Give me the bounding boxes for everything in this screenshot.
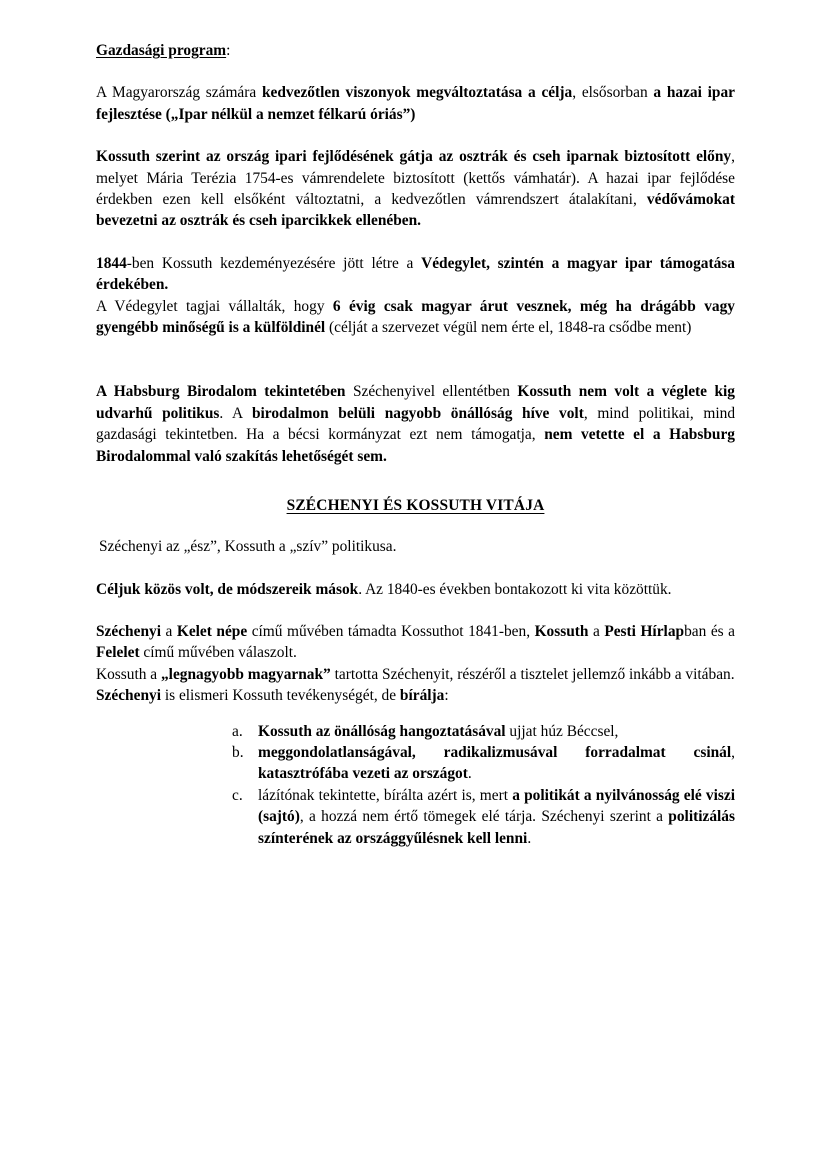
bold-run: védővámokat bevezetni az osztrák és cseh iparcikkek ellenében. — [96, 191, 735, 230]
spacer — [96, 232, 735, 253]
paragraph-magyarorszag-celja — [96, 82, 735, 125]
list-item-text — [258, 787, 735, 847]
spacer — [96, 707, 735, 721]
bold-run: a hazai ipar fejlesztése („Ipar nélkül a nemzet félkarú óriás”) — [96, 84, 736, 123]
bold-run: Széchenyi — [96, 622, 161, 640]
text-run: , mind politikai, mind gazdasági tekintetben. Ha a bécsi kormányzat ezt nem támogatja, — [96, 404, 736, 444]
bold-run: bírálja — [399, 687, 445, 705]
text-run: a — [160, 622, 177, 640]
text-run: Széchenyi az „ész”, Kossuth a „szív” politikusa. — [99, 538, 397, 556]
text-run: (célját a szervezet végül nem érte el, 1848-ra csődbe ment) — [325, 319, 692, 337]
bold-run: Kossuth szerint az ország ipari fejlődésének gátja az osztrák és cseh iparnak biztosított előny — [96, 148, 732, 166]
section-heading-colon: : — [226, 42, 231, 59]
section-heading-text: Gazdasági program — [96, 42, 227, 59]
text-run: . — [527, 829, 532, 847]
paragraph-legnagyobb-magyar — [96, 664, 735, 685]
list-item-text — [258, 744, 735, 782]
bold-run: Széchenyi — [96, 687, 161, 705]
text-run: Széchenyivel ellentétben — [345, 383, 518, 401]
criticism-list — [96, 721, 735, 849]
text-run: A Védegylet tagjai vállalták, hogy — [96, 297, 333, 315]
list-item-marker: a. — [232, 722, 243, 740]
paragraph-esz-sziv — [96, 536, 735, 557]
paragraph-vedegylet-tagjai — [96, 296, 735, 339]
paragraph-kossuth-ipari-fejlodes — [96, 146, 735, 232]
bold-run: meggondolatlanságával, radikalizmusával forradalmat csinál — [258, 743, 732, 761]
list-item-marker: c. — [232, 786, 243, 804]
list-item-text — [258, 723, 618, 740]
bold-run: birodalmon belüli nagyobb önállóság híve volt — [251, 404, 584, 422]
text-run: a — [588, 622, 605, 640]
list-item-marker: b. — [232, 743, 244, 761]
spacer — [96, 467, 735, 497]
bold-run: 1844 — [96, 254, 127, 272]
paragraph-kelet-nepe-vita — [96, 621, 735, 664]
paragraph-vedegylet-1844 — [96, 253, 735, 296]
bold-run: politizálás színterének az országgyűlésnek kell lenni — [258, 808, 735, 847]
bold-run: Kossuth — [534, 622, 589, 640]
bold-run: Kossuth az önállóság hangoztatásával — [258, 722, 506, 740]
list-item — [232, 721, 735, 742]
bold-run: katasztrófába vezeti az országot — [258, 765, 468, 783]
spacer — [96, 61, 735, 82]
bold-run: Kelet népe — [176, 622, 248, 640]
text-run: című művében támadta Kossuthot 1841-ben, — [247, 622, 535, 640]
text-run: tartotta Széchenyit, részéről a tisztelet jellemző inkább a vitában. — [330, 665, 735, 683]
bold-run: Pesti Hírlap — [604, 622, 685, 640]
bold-run: Védegylet, szintén a magyar ipar támogatása érdekében. — [96, 254, 735, 294]
debate-section-title-wrap — [96, 497, 735, 515]
text-run: , melyet Mária Terézia 1754-es vámrendelete biztosított (kettős vámhatár). A hazai ipar fejlődése érdekben ezen kell elsőként változtatni, a kedvezőtlen vámrendszert átalakítani, — [96, 148, 735, 209]
document-body — [96, 40, 735, 849]
paragraph-celjuk-kozos — [96, 579, 735, 600]
spacer — [96, 515, 735, 536]
text-run: . — [467, 765, 472, 783]
text-run: Kossuth a — [96, 665, 161, 683]
bold-run: „legnagyobb magyarnak” — [160, 665, 331, 683]
text-run: lázítónak tekintette, bírálta azért is, mert — [258, 786, 513, 804]
debate-section-title: SZÉCHENYI ÉS KOSSUTH VITÁJA — [286, 497, 545, 515]
text-run: című művében válaszolt. — [139, 644, 297, 662]
bold-run: Kossuth nem volt a véglete kig udvarhű politikus — [96, 383, 735, 422]
text-run: A Magyarország számára — [96, 84, 262, 102]
spacer — [96, 125, 735, 146]
text-run: , a hozzá nem értő tömegek elé tárja. Széchenyi szerint a — [299, 808, 669, 826]
list-item — [232, 742, 735, 785]
text-run: -ben Kossuth kezdeményezésére jött létre a — [126, 254, 422, 272]
text-run: . A — [219, 404, 252, 422]
text-run: ban és a — [684, 622, 735, 640]
text-run: is elismeri Kossuth tevékenységét, de — [160, 687, 400, 705]
bold-run: 6 évig csak magyar árut vesznek, még ha drágább vagy gyengébb minőségű is a külföldinél — [96, 297, 735, 337]
list-item — [232, 785, 735, 849]
text-run: . Az 1840-es években bontakozott ki vita közöttük. — [358, 580, 672, 598]
bold-run: nem vetette el a Habsburg Birodalommal való szakítás lehetőségét sem. — [96, 426, 735, 465]
section-heading-gazdasagi-program — [96, 40, 735, 61]
spacer — [96, 558, 735, 579]
bold-run: a politikát a nyilvánosság elé viszi (sajtó) — [258, 786, 735, 826]
text-run: : — [444, 687, 449, 705]
text-run: , — [731, 743, 735, 761]
text-run: , elsősorban — [572, 84, 654, 102]
bold-run: kedvezőtlen viszonyok megváltoztatása a célja — [261, 84, 573, 102]
paragraph-szechenyi-biralja — [96, 685, 735, 706]
spacer — [96, 600, 735, 621]
bold-run: Céljuk közös volt, de módszereik mások — [96, 580, 359, 598]
text-run: ujjat húz Béccsel, — [505, 722, 619, 740]
bold-run: A Habsburg Birodalom tekintetében — [96, 383, 346, 401]
spacer — [96, 338, 735, 381]
paragraph-habsburg-birodalom — [96, 381, 735, 467]
bold-run: Felelet — [96, 644, 140, 662]
